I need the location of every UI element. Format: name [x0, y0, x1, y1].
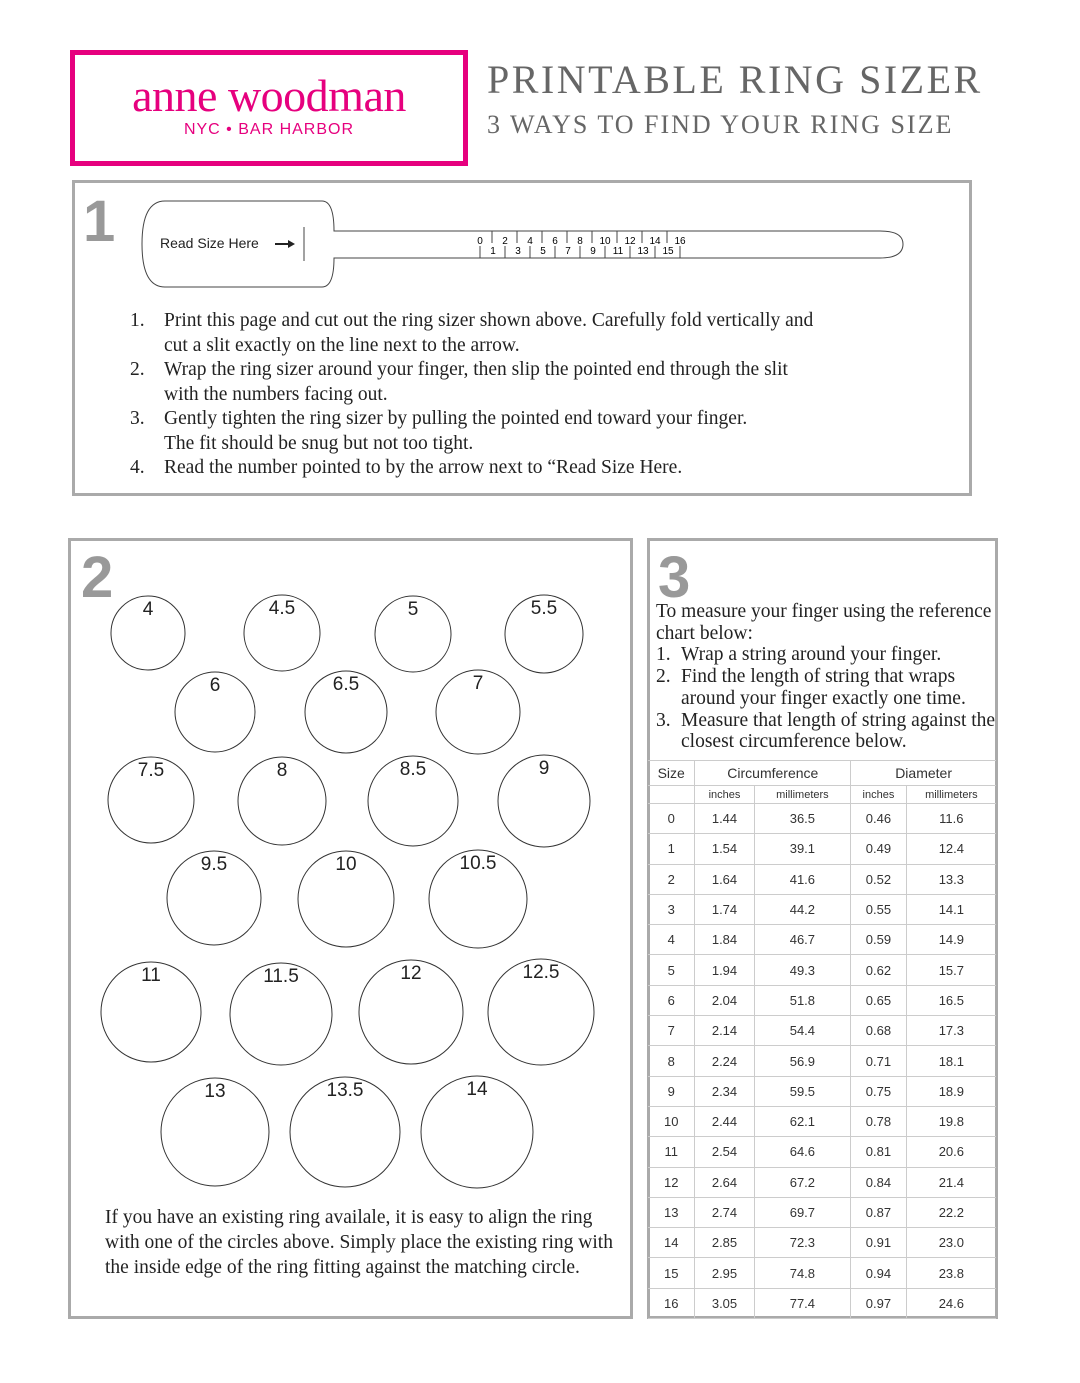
circle-size-label: 6	[209, 675, 221, 696]
step-number: 1.	[130, 310, 145, 331]
table-cell: 11	[648, 1137, 695, 1167]
circle-size-label: 11.5	[263, 966, 299, 987]
table-cell: 1.74	[695, 894, 754, 924]
table-cell: 21.4	[906, 1167, 996, 1197]
table-cell: 23.8	[906, 1258, 996, 1288]
table-cell: 2.64	[695, 1167, 754, 1197]
table-cell: 18.9	[906, 1076, 996, 1106]
instruction-step	[656, 666, 996, 709]
circle-size-label: 14	[466, 1079, 488, 1100]
table-row	[648, 955, 996, 985]
sizer-mark: 4	[527, 236, 533, 247]
circle-size-label: 12	[400, 963, 422, 984]
step-number: 3.	[656, 709, 671, 731]
instruction-step	[656, 710, 996, 753]
table-cell: 44.2	[754, 894, 851, 924]
table-cell: 14.1	[906, 894, 996, 924]
read-size-here-label: Read Size Here	[160, 235, 259, 251]
step-text: The fit should be snug but not too tight.	[164, 432, 474, 454]
table-cell: 16	[648, 1288, 695, 1318]
circle-size-label: 6.5	[332, 674, 360, 695]
table-cell: 14	[648, 1228, 695, 1258]
table-cell: 0.81	[851, 1137, 907, 1167]
table-cell: 36.5	[754, 804, 851, 834]
table-cell: 1.94	[695, 955, 754, 985]
table-cell: 69.7	[754, 1197, 851, 1227]
table-cell: 2.24	[695, 1046, 754, 1076]
table-cell: 7	[648, 1016, 695, 1046]
table-cell: 1	[648, 834, 695, 864]
table-cell: 6	[648, 985, 695, 1015]
table-cell: 77.4	[754, 1288, 851, 1318]
subheader: millimeters	[906, 786, 996, 804]
circle-size-label: 5.5	[530, 598, 558, 619]
table-row	[648, 925, 996, 955]
instruction-step	[130, 309, 930, 358]
table-row	[648, 864, 996, 894]
section-3-instructions	[656, 601, 996, 753]
table-row	[648, 804, 996, 834]
instruction-step	[656, 644, 996, 666]
table-cell: 13	[648, 1197, 695, 1227]
step-text: Gently tighten the ring sizer by pulling the pointed end toward your finger.	[164, 408, 748, 429]
section-number: 2	[81, 545, 114, 610]
table-cell: 0.94	[851, 1258, 907, 1288]
step-text: Wrap a string around your finger.	[681, 644, 942, 666]
table-cell: 0.71	[851, 1046, 907, 1076]
table-cell: 2.04	[695, 985, 754, 1015]
table-cell: 0.55	[851, 894, 907, 924]
subheader: inches	[695, 786, 754, 804]
table-cell: 4	[648, 925, 695, 955]
table-cell: 0.68	[851, 1016, 907, 1046]
table-cell: 0.52	[851, 864, 907, 894]
step-number: 1.	[656, 644, 671, 666]
table-cell: 49.3	[754, 955, 851, 985]
table-cell: 2.34	[695, 1076, 754, 1106]
section-number: 1	[83, 189, 116, 254]
table-cell: 54.4	[754, 1016, 851, 1046]
table-cell: 0.46	[851, 804, 907, 834]
table-cell: 2.54	[695, 1137, 754, 1167]
circle-size-label: 9	[538, 758, 550, 779]
table-cell: 0.65	[851, 985, 907, 1015]
table-cell: 0.97	[851, 1288, 907, 1318]
table-cell: 2.74	[695, 1197, 754, 1227]
table-cell: 11.6	[906, 804, 996, 834]
sizer-mark: 6	[552, 236, 558, 247]
table-cell: 12	[648, 1167, 695, 1197]
table-cell: 0.87	[851, 1197, 907, 1227]
table-cell: 9	[648, 1076, 695, 1106]
table-cell: 2	[648, 864, 695, 894]
table-cell: 74.8	[754, 1258, 851, 1288]
step-text: Measure that length of string against the closest circumference below.	[681, 709, 996, 753]
sizer-mark: 5	[540, 246, 546, 257]
step-number: 2.	[130, 359, 145, 380]
table-row	[648, 1197, 996, 1227]
table-cell: 39.1	[754, 834, 851, 864]
table-cell: 20.6	[906, 1137, 996, 1167]
table-cell: 1.44	[695, 804, 754, 834]
step-number: 4.	[130, 457, 145, 478]
sizer-mark: 8	[577, 236, 583, 247]
table-row	[648, 834, 996, 864]
table-cell: 12.4	[906, 834, 996, 864]
ring-sizer-strip	[0, 0, 1080, 320]
table-row	[648, 1228, 996, 1258]
table-cell: 2.14	[695, 1016, 754, 1046]
table-cell: 59.5	[754, 1076, 851, 1106]
table-row	[648, 985, 996, 1015]
table-cell: 15	[648, 1258, 695, 1288]
sizer-mark: 3	[515, 246, 521, 257]
table-cell: 62.1	[754, 1106, 851, 1136]
table-cell: 1.84	[695, 925, 754, 955]
sizer-mark: 10	[599, 236, 611, 247]
table-cell: 0.62	[851, 955, 907, 985]
instruction-step	[130, 456, 930, 481]
table-cell: 0.49	[851, 834, 907, 864]
table-cell: 18.1	[906, 1046, 996, 1076]
table-row	[648, 1076, 996, 1106]
circle-size-label: 13.5	[326, 1080, 364, 1101]
circle-size-label: 8	[276, 760, 288, 781]
section-number: 3	[658, 545, 691, 610]
table-cell: 23.0	[906, 1228, 996, 1258]
table-cell: 15.7	[906, 955, 996, 985]
instruction-step	[130, 358, 930, 407]
circle-size-label: 4.5	[268, 598, 296, 619]
sizer-mark: 11	[612, 246, 624, 257]
subheader: millimeters	[754, 786, 851, 804]
step-text: Read the number pointed to by the arrow next to “Read Size Here.	[164, 457, 683, 478]
table-cell: 16.5	[906, 985, 996, 1015]
sizer-mark: 13	[637, 246, 649, 257]
table-cell: 22.2	[906, 1197, 996, 1227]
circle-size-label: 10.5	[459, 853, 497, 874]
table-row	[648, 1137, 996, 1167]
table-cell: 14.9	[906, 925, 996, 955]
table-cell: 0.91	[851, 1228, 907, 1258]
section-1-instructions	[130, 309, 930, 481]
table-cell: 2.85	[695, 1228, 754, 1258]
step-text: Find the length of string that wraps around your finger exactly one time.	[681, 666, 966, 709]
sizer-mark: 9	[590, 246, 596, 257]
table-cell: 1.64	[695, 864, 754, 894]
header-size: Size	[648, 761, 695, 786]
table-cell: 0	[648, 804, 695, 834]
table-cell: 5	[648, 955, 695, 985]
table-cell: 2.44	[695, 1106, 754, 1136]
sizer-mark: 16	[674, 236, 686, 247]
subheader: inches	[851, 786, 907, 804]
circle-size-label: 4	[142, 599, 154, 620]
step-number: 2.	[656, 666, 671, 688]
table-cell: 1.54	[695, 834, 754, 864]
step-text: cut a slit exactly on the line next to the arrow.	[164, 334, 520, 356]
sizer-mark: 12	[624, 236, 636, 247]
circle-size-label: 12.5	[522, 962, 560, 983]
ring-size-chart	[648, 760, 996, 1319]
page-title: PRINTABLE RING SIZER	[487, 57, 983, 102]
header-circumference: Circumference	[695, 761, 851, 786]
table-cell: 17.3	[906, 1016, 996, 1046]
table-cell: 24.6	[906, 1288, 996, 1318]
table-cell: 0.84	[851, 1167, 907, 1197]
sizer-mark: 2	[502, 236, 508, 247]
circle-size-label: 9.5	[200, 854, 228, 875]
circle-size-label: 13	[204, 1081, 226, 1102]
circle-size-label: 5	[407, 599, 419, 620]
table-row	[648, 894, 996, 924]
table-cell: 8	[648, 1046, 695, 1076]
table-cell: 51.8	[754, 985, 851, 1015]
table-row	[648, 1167, 996, 1197]
table-cell: 10	[648, 1106, 695, 1136]
section-3-intro: To measure your finger using the reference chart below:	[656, 601, 992, 644]
step-number: 3.	[130, 408, 145, 429]
table-row	[648, 1106, 996, 1136]
circle-size-label: 11	[141, 965, 161, 986]
table-cell: 56.9	[754, 1046, 851, 1076]
sizer-mark: 0	[477, 236, 483, 247]
brand-location: NYC • BAR HARBOR	[183, 121, 355, 138]
table-cell: 64.6	[754, 1137, 851, 1167]
table-row	[648, 1016, 996, 1046]
table-cell: 0.75	[851, 1076, 907, 1106]
step-text: Wrap the ring sizer around your finger, then slip the pointed end through the slit	[164, 359, 788, 380]
circle-size-label: 10	[335, 854, 357, 875]
sizer-mark: 15	[662, 246, 674, 257]
circle-size-label: 7	[472, 673, 484, 694]
table-cell: 3.05	[695, 1288, 754, 1318]
table-cell: 67.2	[754, 1167, 851, 1197]
table-cell: 41.6	[754, 864, 851, 894]
table-cell: 0.59	[851, 925, 907, 955]
table-row	[648, 1258, 996, 1288]
table-cell: 46.7	[754, 925, 851, 955]
sizer-mark: 1	[490, 246, 496, 257]
table-row	[648, 1046, 996, 1076]
sizer-mark: 7	[565, 246, 571, 257]
section-2-instructions: If you have an existing ring availale, it is easy to align the ring with one of the circles above. Simply place the existing ring with the inside edge of the ring fitting against the matching circle.	[105, 1207, 613, 1278]
table-cell: 13.3	[906, 864, 996, 894]
table-row	[648, 1288, 996, 1318]
circle-size-label: 8.5	[399, 759, 427, 780]
header-diameter: Diameter	[851, 761, 996, 786]
page-subtitle: 3 WAYS TO FIND YOUR RING SIZE	[487, 110, 954, 139]
step-text: with the numbers facing out.	[164, 383, 388, 405]
table-cell: 3	[648, 894, 695, 924]
table-cell: 2.95	[695, 1258, 754, 1288]
sizer-mark: 14	[649, 236, 661, 247]
section-2-circle-sizer	[68, 538, 633, 1319]
table-cell: 19.8	[906, 1106, 996, 1136]
instruction-step	[130, 407, 930, 456]
table-cell: 0.78	[851, 1106, 907, 1136]
circle-size-label: 7.5	[137, 760, 165, 781]
table-cell: 72.3	[754, 1228, 851, 1258]
brand-name: anne woodman	[132, 70, 406, 121]
step-text: Print this page and cut out the ring sizer shown above. Carefully fold vertically and	[164, 310, 814, 331]
